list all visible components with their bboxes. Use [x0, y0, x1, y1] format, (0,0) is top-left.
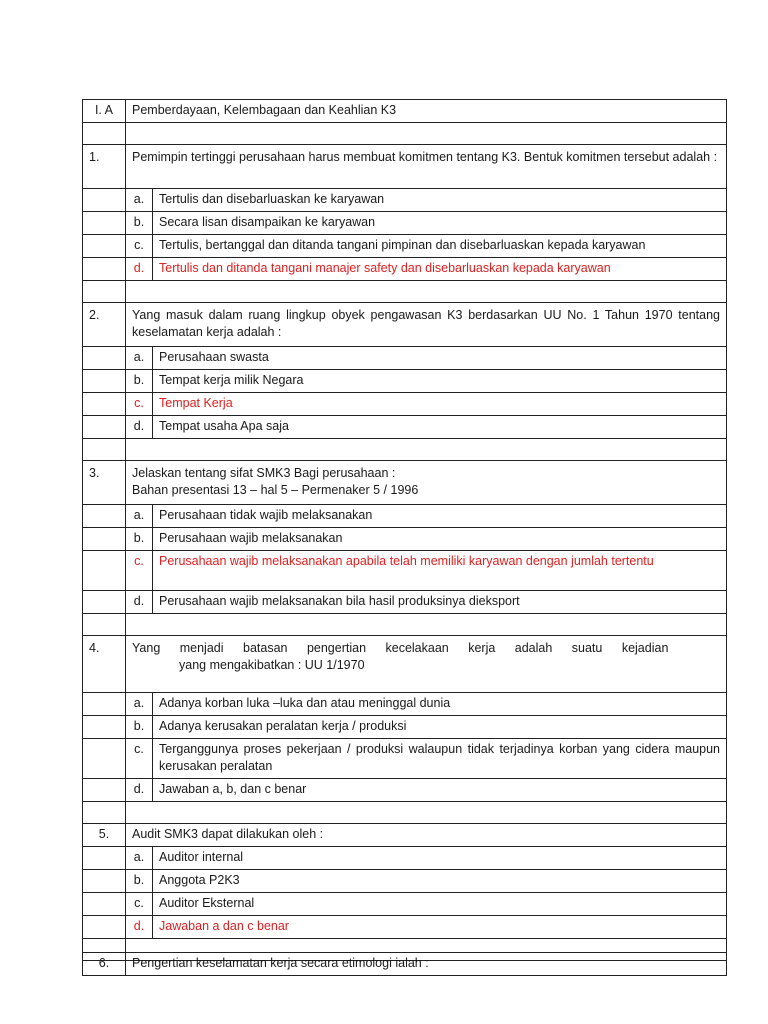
option-letter: b.: [126, 716, 153, 739]
option-text: Auditor Eksternal: [153, 893, 727, 916]
option-text-correct: Perusahaan wajib melaksanakan apabila telah memiliki karyawan dengan jumlah tertentu: [153, 551, 727, 591]
option-letter: b.: [126, 370, 153, 393]
question-number: 1.: [83, 145, 126, 189]
option-letter: c.: [126, 235, 153, 258]
question-row: [83, 636, 727, 693]
question-number: 5.: [83, 824, 126, 847]
option-letter: a.: [126, 505, 153, 528]
question-text: [126, 461, 727, 505]
option-letter: a.: [126, 847, 153, 870]
option-text-correct: Jawaban a dan c benar: [153, 916, 727, 939]
option-letter: b.: [126, 870, 153, 893]
option-row: [83, 870, 727, 893]
option-text: Jawaban a, b, dan c benar: [153, 779, 727, 802]
option-row: [83, 189, 727, 212]
option-text: Perusahaan swasta: [153, 347, 727, 370]
question-text: [126, 636, 727, 693]
option-letter: b.: [126, 528, 153, 551]
option-row-correct: [83, 258, 727, 281]
section-title: Pemberdayaan, Kelembagaan dan Keahlian K3: [126, 100, 727, 123]
question-text: Audit SMK3 dapat dilakukan oleh :: [126, 824, 727, 847]
option-text: Tempat kerja milik Negara: [153, 370, 727, 393]
question-text: Yang masuk dalam ruang lingkup obyek pengawasan K3 berdasarkan UU No. 1 Tahun 1970 tentang keselamatan kerja adalah :: [126, 303, 727, 347]
question-number: 4.: [83, 636, 126, 693]
question-row: [83, 303, 727, 347]
question-row: [83, 461, 727, 505]
option-text: Anggota P2K3: [153, 870, 727, 893]
question-text: Pemimpin tertinggi perusahaan harus membuat komitmen tentang K3. Bentuk komitmen tersebut adalah :: [126, 145, 727, 189]
spacer-row: [83, 802, 727, 824]
section-code: I. A: [83, 100, 126, 123]
option-row: [83, 505, 727, 528]
option-row: [83, 716, 727, 739]
option-letter: c.: [126, 739, 153, 779]
option-letter: c.: [126, 893, 153, 916]
option-row: [83, 370, 727, 393]
option-text: Secara lisan disampaikan ke karyawan: [153, 212, 727, 235]
option-letter: d.: [126, 416, 153, 439]
option-letter: c.: [126, 393, 153, 416]
option-row: [83, 893, 727, 916]
option-row: [83, 847, 727, 870]
option-text: Auditor internal: [153, 847, 727, 870]
question-row: [83, 824, 727, 847]
question-text-line: Yang menjadi batasan pengertian kecelakaan kerja adalah suatu kejadian: [132, 641, 669, 655]
option-row: [83, 528, 727, 551]
question-text-line: Jelaskan tentang sifat SMK3 Bagi perusahaan :: [132, 466, 396, 480]
option-row: [83, 416, 727, 439]
option-row: [83, 779, 727, 802]
spacer-row: [83, 439, 727, 461]
option-text: Adanya kerusakan peralatan kerja / produksi: [153, 716, 727, 739]
option-row-correct: [83, 551, 727, 591]
option-row: [83, 739, 727, 779]
option-text-correct: Tertulis dan ditanda tangani manajer safety dan disebarluaskan kepada karyawan: [153, 258, 727, 281]
option-letter: d.: [126, 916, 153, 939]
question-row: [83, 145, 727, 189]
spacer-row: [83, 123, 727, 145]
option-text: Perusahaan wajib melaksanakan bila hasil produksinya dieksport: [153, 591, 727, 614]
option-row: [83, 693, 727, 716]
option-text: Adanya korban luka –luka dan atau meninggal dunia: [153, 693, 727, 716]
option-text: Tertulis dan disebarluaskan ke karyawan: [153, 189, 727, 212]
question-reference: Bahan presentasi 13 – hal 5 – Permenaker 5 / 1996: [132, 483, 419, 497]
questions-table: [82, 99, 727, 961]
option-text-correct: Tempat Kerja: [153, 393, 727, 416]
option-letter: a.: [126, 347, 153, 370]
option-letter: d.: [126, 779, 153, 802]
option-text: Perusahaan tidak wajib melaksanakan: [153, 505, 727, 528]
option-row: [83, 591, 727, 614]
spacer-row: [83, 614, 727, 636]
option-text: Tempat usaha Apa saja: [153, 416, 727, 439]
option-letter: d.: [126, 591, 153, 614]
question-text: Pengertian keselamatan kerja secara etimologi ialah :: [126, 953, 727, 976]
question-number: 2.: [83, 303, 126, 347]
option-row: [83, 235, 727, 258]
question-text-line: yang mengakibatkan : UU 1/1970: [179, 658, 365, 672]
option-text: Perusahaan wajib melaksanakan: [153, 528, 727, 551]
option-letter: a.: [126, 189, 153, 212]
option-letter: d.: [126, 258, 153, 281]
option-letter: b.: [126, 212, 153, 235]
question-number: 6.: [83, 953, 126, 976]
option-text: Terganggunya proses pekerjaan / produksi walaupun tidak terjadinya korban yang cidera maupun kerusakan peralatan: [153, 739, 727, 779]
option-text: Tertulis, bertanggal dan ditanda tangani pimpinan dan disebarluaskan kepada karyawan: [153, 235, 727, 258]
option-row: [83, 347, 727, 370]
option-letter: c.: [126, 551, 153, 591]
option-row-correct: [83, 393, 727, 416]
questions-table-continued: [82, 952, 727, 976]
option-row-correct: [83, 916, 727, 939]
option-letter: a.: [126, 693, 153, 716]
option-row: [83, 212, 727, 235]
section-header-row: [83, 100, 727, 123]
spacer-row: [83, 281, 727, 303]
question-number: 3.: [83, 461, 126, 505]
question-row: [83, 953, 727, 976]
